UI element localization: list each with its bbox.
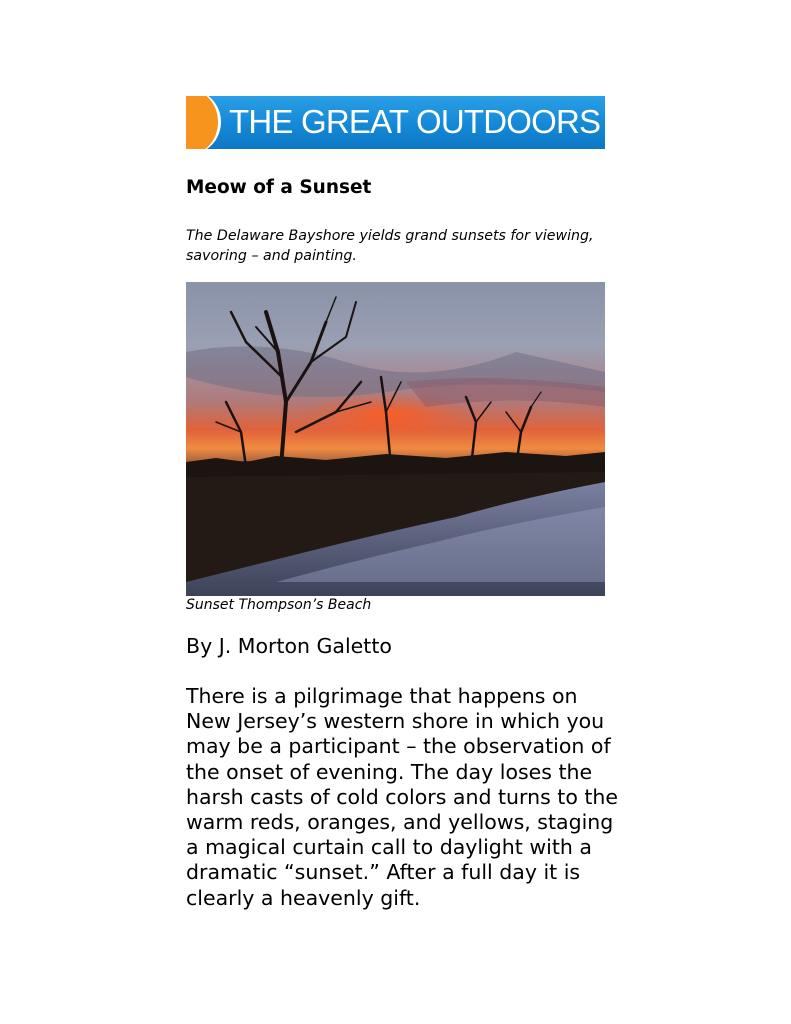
body-paragraph: There is a pilgrimage that happens on New Jersey’s western shore in which you may be a participant – the observation of the onset of evening. The day loses the harsh casts of cold colors and turns to the warm reds, oranges, and yellows, staging a magical curtain call to daylight with a dramatic “sunset.” After a full day it is clearly a heavenly gift.	[186, 684, 619, 910]
banner-text: THE GREAT OUTDOORS	[229, 103, 601, 140]
section-banner	[186, 96, 605, 149]
article-title: Meow of a Sunset	[186, 177, 372, 198]
article-subtitle: The Delaware Bayshore yields grand sunsets for viewing, savoring – and painting.	[186, 228, 594, 264]
sunset-photo	[186, 282, 605, 596]
photo-caption: Sunset Thompson’s Beach	[186, 597, 372, 613]
banner-orange-emblem	[186, 96, 221, 149]
byline: By J. Morton Galetto	[186, 634, 392, 658]
